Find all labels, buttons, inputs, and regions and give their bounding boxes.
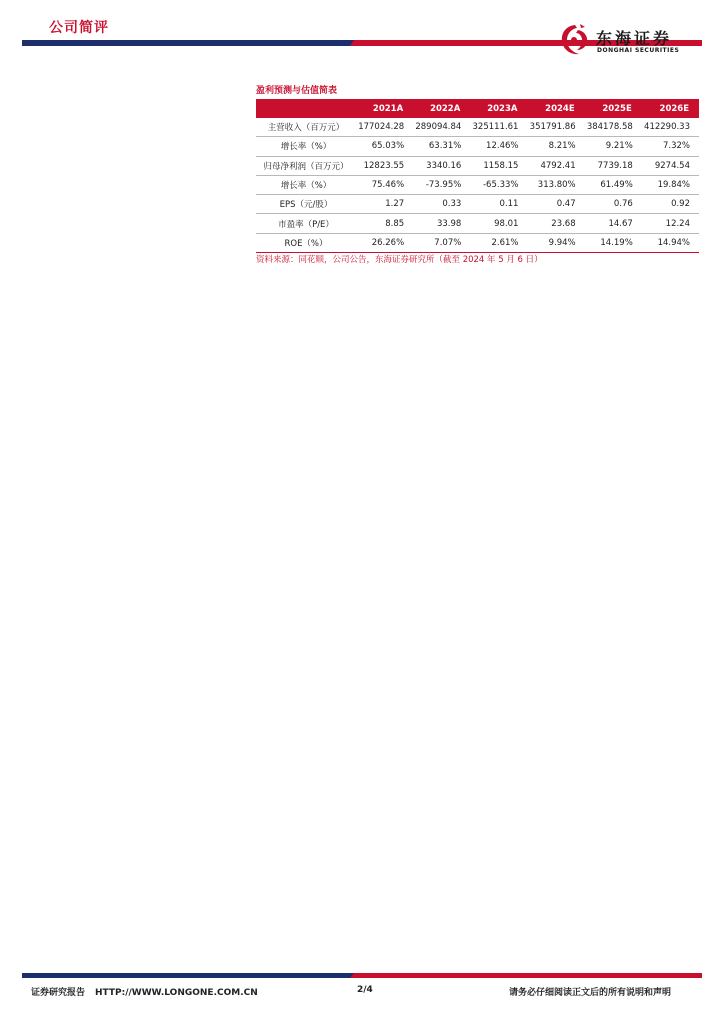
table-row [256,214,699,233]
table-cell: 12.46% [470,137,527,156]
table-cell: 61.49% [585,175,642,194]
table-cell: 14.94% [642,233,699,252]
table-cell: 8.21% [527,137,584,156]
footer-divider [22,973,702,978]
section-title: 公司简评 [49,20,109,36]
disclaimer-note: 请务必仔细阅读正文后的所有说明和声明 [509,988,672,998]
table-cell: 9.94% [527,233,584,252]
column-header: 2024E [527,99,584,118]
table-cell: 325111.61 [470,118,527,137]
table-cell: 3340.16 [413,156,470,175]
table-cell: 351791.86 [527,118,584,137]
website-link[interactable]: HTTP://WWW.LONGONE.COM.CN [95,988,258,998]
row-label: 主营收入（百万元） [256,118,356,137]
table-source-note: 资料来源：同花顺，公司公告，东海证券研究所（截至 2024 年 5 月 6 日） [256,255,543,265]
row-label: 增长率（%） [256,137,356,156]
table-header-row [256,99,699,118]
column-header [256,99,356,118]
table-cell: 0.33 [413,195,470,214]
page-number: 2/4 [357,985,373,995]
table-cell: 0.11 [470,195,527,214]
table-title: 盈利预测与估值简表 [256,86,338,96]
company-logo [558,22,703,58]
table-cell: -65.33% [470,175,527,194]
table-cell: 14.67 [585,214,642,233]
column-header: 2026E [642,99,699,118]
table-cell: 63.31% [413,137,470,156]
table-cell: -73.95% [413,175,470,194]
table-cell: 1158.15 [470,156,527,175]
report-type: 证券研究报告 [31,988,86,998]
table-cell: 289094.84 [413,118,470,137]
table-row [256,175,699,194]
forecast-table [256,99,699,253]
row-label: 增长率（%） [256,175,356,194]
table-cell: 9.21% [585,137,642,156]
table-cell: 33.98 [413,214,470,233]
table-cell: 8.85 [356,214,413,233]
table-cell: 0.76 [585,195,642,214]
row-label: 市盈率（P/E） [256,214,356,233]
table-cell: 23.68 [527,214,584,233]
table-cell: 177024.28 [356,118,413,137]
row-label: ROE（%） [256,233,356,252]
row-label: EPS（元/股） [256,195,356,214]
table-cell: 65.03% [356,137,413,156]
table-cell: 19.84% [642,175,699,194]
table-cell: 313.80% [527,175,584,194]
dragon-logo-icon [558,22,592,58]
footer-left [31,985,258,998]
table-row [256,233,699,252]
table-cell: 14.19% [585,233,642,252]
logo-name-en: DONGHAI SECURITIES [597,47,680,54]
table-cell: 7.32% [642,137,699,156]
table-cell: 1.27 [356,195,413,214]
table-row [256,195,699,214]
table-row [256,156,699,175]
column-header: 2025E [585,99,642,118]
table-row [256,137,699,156]
table-cell: 4792.41 [527,156,584,175]
column-header: 2021A [356,99,413,118]
table-cell: 384178.58 [585,118,642,137]
table-cell: 412290.33 [642,118,699,137]
column-header: 2023A [470,99,527,118]
table-cell: 9274.54 [642,156,699,175]
table-cell: 7739.18 [585,156,642,175]
table-cell: 12.24 [642,214,699,233]
table-cell: 2.61% [470,233,527,252]
table-cell: 12823.55 [356,156,413,175]
table-cell: 75.46% [356,175,413,194]
table-cell: 26.26% [356,233,413,252]
table-cell: 98.01 [470,214,527,233]
table-cell: 7.07% [413,233,470,252]
logo-name-cn: 东海证券 [596,29,673,48]
table-cell: 0.47 [527,195,584,214]
row-label: 归母净利润（百万元） [256,156,356,175]
column-header: 2022A [413,99,470,118]
table-row [256,118,699,137]
table-cell: 0.92 [642,195,699,214]
